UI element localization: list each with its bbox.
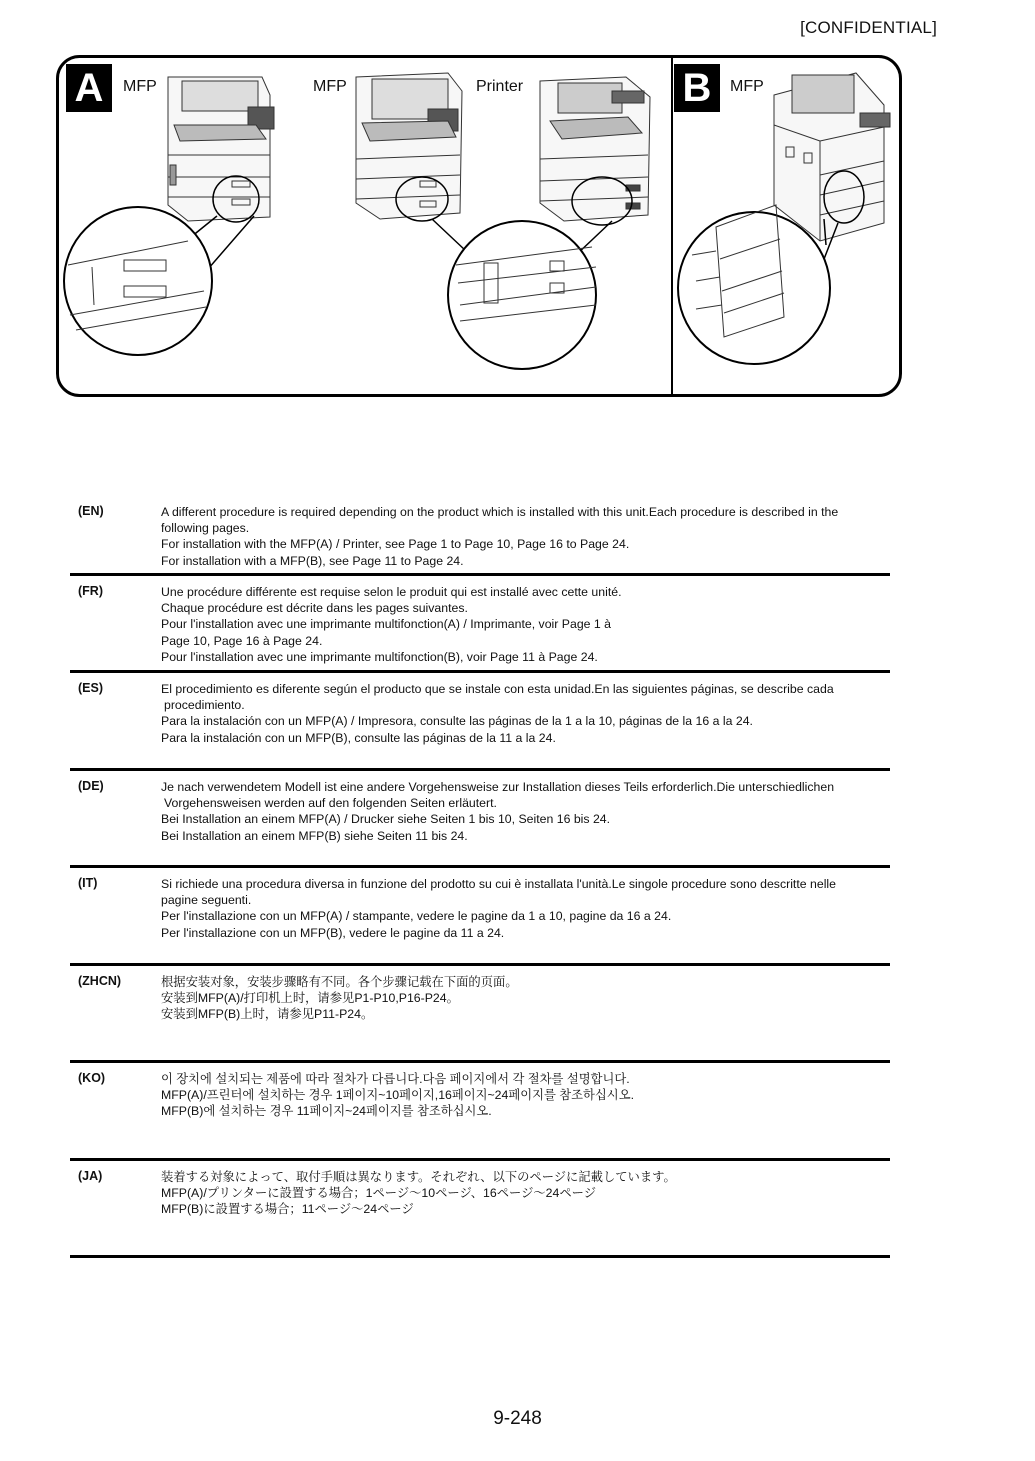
mfp-a-illustration-1 xyxy=(168,77,274,222)
lang-text-fr xyxy=(161,576,890,665)
text-line: Para la instalación con un MFP(A) / Impresora, consulte las páginas de la 1 a la 10, páginas de la 16 a la 24. xyxy=(161,714,753,729)
text-line: MFP(B)に設置する場合；11ページ～24ページ xyxy=(161,1202,414,1217)
lang-row-en xyxy=(70,496,890,576)
lang-code-ja: (JA) xyxy=(78,1169,103,1183)
lang-row-de xyxy=(70,771,890,868)
installation-figure xyxy=(56,55,902,397)
printer-illustration xyxy=(540,77,650,225)
text-line: For installation with the MFP(A) / Printer, see Page 1 to Page 10, Page 16 to Page 24. xyxy=(161,537,630,552)
text-line: procedimiento. xyxy=(164,698,245,713)
lang-code-ko: (KO) xyxy=(78,1071,106,1085)
lang-text-en xyxy=(161,496,890,569)
text-line: 이 장치에 설치되는 제품에 따라 절차가 다릅니다.다음 페이지에서 각 절차를 설명합니다. xyxy=(161,1072,630,1086)
lang-code-de: (DE) xyxy=(78,779,104,793)
panel-b-label-mfp: MFP xyxy=(730,78,764,95)
panel-a-badge: A xyxy=(66,64,112,112)
text-line: 装着する対象によって、取付手順は異なります。それぞれ、以下のページに記載しています。 xyxy=(161,1170,676,1184)
mfp-a-illustration-2 xyxy=(356,73,462,221)
lang-code-en: (EN) xyxy=(78,504,104,518)
lang-text-de xyxy=(161,771,890,844)
text-line: Pour l'installation avec une imprimante multifonction(A) / Imprimante, voir Page 1 à xyxy=(161,617,612,632)
lang-code-fr: (FR) xyxy=(78,584,103,598)
text-line: For installation with a MFP(B), see Page 11 to Page 24. xyxy=(161,553,464,568)
text-line: Je nach verwendetem Modell ist eine andere Vorgehensweise zur Installation dieses Teils erforderlich.Die unterschiedlichen xyxy=(161,780,835,794)
text-line: Per l'installazione con un MFP(A) / stampante, vedere le pagine da 1 a 10, pagine da 16 a 24. xyxy=(161,909,672,924)
text-line: El procedimiento es diferente según el producto que se instale con esta unidad.En las siguientes páginas, se describe cada xyxy=(161,682,834,696)
lang-code-zhcn: (ZHCN) xyxy=(78,974,122,988)
text-line: A different procedure is required depending on the product which is installed with this unit.Each procedure is described in the xyxy=(161,505,839,519)
panel-a-label-printer: Printer xyxy=(476,78,524,95)
lang-text-ko xyxy=(161,1063,890,1120)
lang-row-zhcn xyxy=(70,966,890,1063)
text-line: MFP(B)에 설치하는 경우 11페이지~24페이지를 참조하십시오. xyxy=(161,1104,492,1119)
lang-row-it xyxy=(70,868,890,966)
text-line: Page 10, Page 16 à Page 24. xyxy=(161,633,323,648)
lang-text-es xyxy=(161,673,890,746)
panel-b-badge: B xyxy=(674,64,720,112)
text-line: 安装到MFP(B)上时，请参见P11-P24。 xyxy=(161,1007,374,1022)
text-line: Chaque procédure est décrite dans les pages suivantes. xyxy=(161,601,468,616)
text-line: 根据安装对象，安装步骤略有不同。各个步骤记载在下面的页面。 xyxy=(161,975,518,989)
lang-row-ja xyxy=(70,1161,890,1258)
lang-text-ja xyxy=(161,1161,890,1218)
text-line: Vorgehensweisen werden auf den folgenden Seiten erläutert. xyxy=(164,796,497,811)
text-line: Pour l'installation avec une imprimante multifonction(B), voir Page 11 à Page 24. xyxy=(161,649,598,664)
page-number: 9-248 xyxy=(493,1408,542,1429)
lang-row-es xyxy=(70,673,890,771)
confidential-label: [CONFIDENTIAL] xyxy=(800,18,937,37)
text-line: MFP(A)/プリンターに設置する場合；1ページ～10ページ、16ページ～24ページ xyxy=(161,1186,596,1201)
lang-text-it xyxy=(161,868,890,941)
panel-a-label-mfp-2: MFP xyxy=(313,78,347,95)
text-line: Une procédure différente est requise selon le produit qui est installé avec cette unité. xyxy=(161,585,622,599)
text-line: following pages. xyxy=(161,521,250,536)
text-line: Per l'installazione con un MFP(B), vedere le pagine da 11 a 24. xyxy=(161,925,505,940)
lang-row-ko xyxy=(70,1063,890,1161)
text-line: Para la instalación con un MFP(B), consulte las páginas de la 11 a la 24. xyxy=(161,730,556,745)
figure-illustration xyxy=(56,55,902,397)
mfp-b-illustration xyxy=(774,73,890,241)
text-line: pagine seguenti. xyxy=(161,893,252,908)
panel-a-label-mfp-1: MFP xyxy=(123,78,157,95)
lang-row-fr xyxy=(70,576,890,673)
lang-code-es: (ES) xyxy=(78,681,103,695)
language-notes xyxy=(70,496,890,1258)
text-line: Bei Installation an einem MFP(B) siehe Seiten 11 bis 24. xyxy=(161,828,468,843)
text-line: Bei Installation an einem MFP(A) / Drucker siehe Seiten 1 bis 10, Seiten 16 bis 24. xyxy=(161,812,611,827)
text-line: 安装到MFP(A)/打印机上时，请参见P1-P10,P16-P24。 xyxy=(161,991,459,1006)
text-line: Si richiede una procedura diversa in funzione del prodotto su cui è installata l'unità.Le singole procedure sono descritte nelle xyxy=(161,877,836,891)
lang-text-zhcn xyxy=(161,966,890,1023)
lang-code-it: (IT) xyxy=(78,876,98,890)
text-line: MFP(A)/프린터에 설치하는 경우 1페이지~10페이지,16페이지~24페이지를 참조하십시오. xyxy=(161,1088,634,1103)
